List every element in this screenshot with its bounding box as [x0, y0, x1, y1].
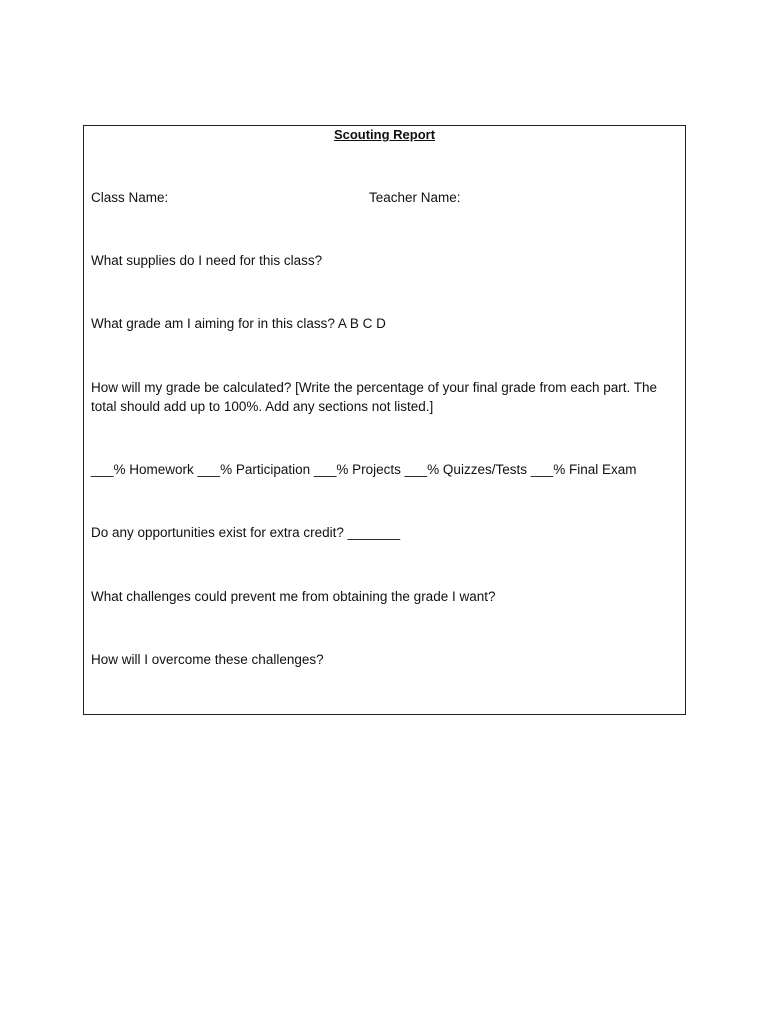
report-title: Scouting Report [333, 127, 436, 142]
overcome-question: How will I overcome these challenges? [91, 652, 324, 667]
supplies-question: What supplies do I need for this class? [91, 253, 323, 268]
teacher-name-label: Teacher Name: [369, 190, 461, 205]
grade-aim-question: What grade am I aiming for in this class? A B C D [91, 316, 386, 331]
challenges-question: What challenges could prevent me from obtaining the grade I want? [91, 589, 496, 604]
class-name-row [91, 188, 677, 207]
extra-credit-question: Do any opportunities exist for extra credit? _______ [91, 525, 401, 540]
class-name-label: Class Name: [91, 190, 169, 205]
grade-calculation-question: How will my grade be calculated? [Write the percentage of your final grade from each part. The total should add up to 100%. Add any sections not listed.] [91, 380, 658, 414]
grade-parts-line: ___% Homework ___% Participation ___% Projects ___% Quizzes/Tests ___% Final Exam [91, 462, 637, 477]
scouting-report-box [83, 125, 686, 715]
